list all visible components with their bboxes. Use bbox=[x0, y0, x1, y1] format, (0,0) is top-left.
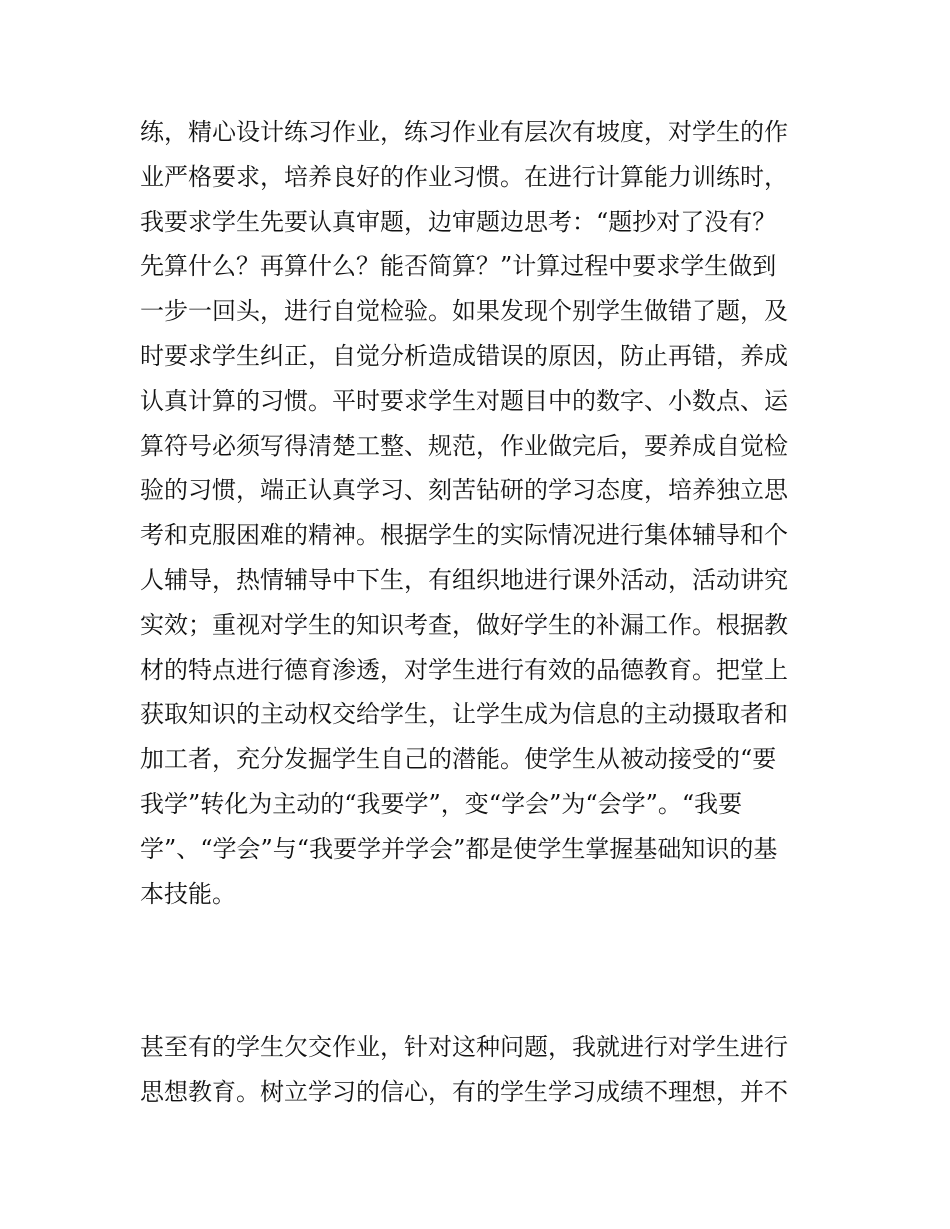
text-line: 考和克服困难的精神。根据学生的实际情况进行集体辅导和个 bbox=[140, 521, 788, 550]
text-line: 本技能。 bbox=[140, 879, 236, 908]
text-line: 一步一回头，进行自觉检验。如果发现个别学生做错了题，及 bbox=[140, 297, 788, 326]
text-line: 我要求学生先要认真审题，边审题边思考：“题抄对了没有？ bbox=[140, 207, 777, 236]
text-line: 练，精心设计练习作业，练习作业有层次有坡度，对学生的作 bbox=[140, 118, 788, 146]
text-line: 算符号必须写得清楚工整、规范，作业做完后，要养成自觉检 bbox=[140, 431, 788, 460]
text-line: 认真计算的习惯。平时要求学生对题目中的数字、小数点、运 bbox=[140, 386, 788, 415]
paragraph-1 bbox=[140, 110, 820, 916]
text-line: 业严格要求，培养良好的作业习惯。在进行计算能力训练时， bbox=[140, 162, 788, 191]
text-line: 时要求学生纠正，自觉分析造成错误的原因，防止再错，养成 bbox=[140, 341, 788, 370]
text-line: 思想教育。树立学习的信心，有的学生学习成绩不理想，并不 bbox=[140, 1077, 788, 1106]
text-line: 实效；重视对学生的知识考查，做好学生的补漏工作。根据教 bbox=[140, 610, 788, 639]
text-line: 人辅导，热情辅导中下生，有组织地进行课外活动，活动讲究 bbox=[140, 565, 788, 594]
text-line: 加工者，充分发掘学生自己的潜能。使学生从被动接受的“要 bbox=[140, 745, 777, 774]
paragraph-2 bbox=[140, 1025, 820, 1115]
text-line: 学”、“学会”与“我要学并学会”都是使学生掌握基础知识的基 bbox=[140, 834, 778, 863]
text-line: 先算什么？再算什么？能否简算？”计算过程中要求学生做到 bbox=[140, 252, 777, 281]
text-line: 验的习惯，端正认真学习、刻苦钻研的学习态度，培养独立思 bbox=[140, 476, 788, 505]
text-line: 获取知识的主动权交给学生，让学生成为信息的主动摄取者和 bbox=[140, 700, 788, 729]
text-line: 甚至有的学生欠交作业，针对这种问题，我就进行对学生进行 bbox=[140, 1033, 788, 1061]
text-line: 材的特点进行德育渗透，对学生进行有效的品德教育。把堂上 bbox=[140, 655, 788, 684]
text-line: 我学”转化为主动的“我要学”，变“学会”为“会学”。“我要 bbox=[140, 789, 743, 818]
